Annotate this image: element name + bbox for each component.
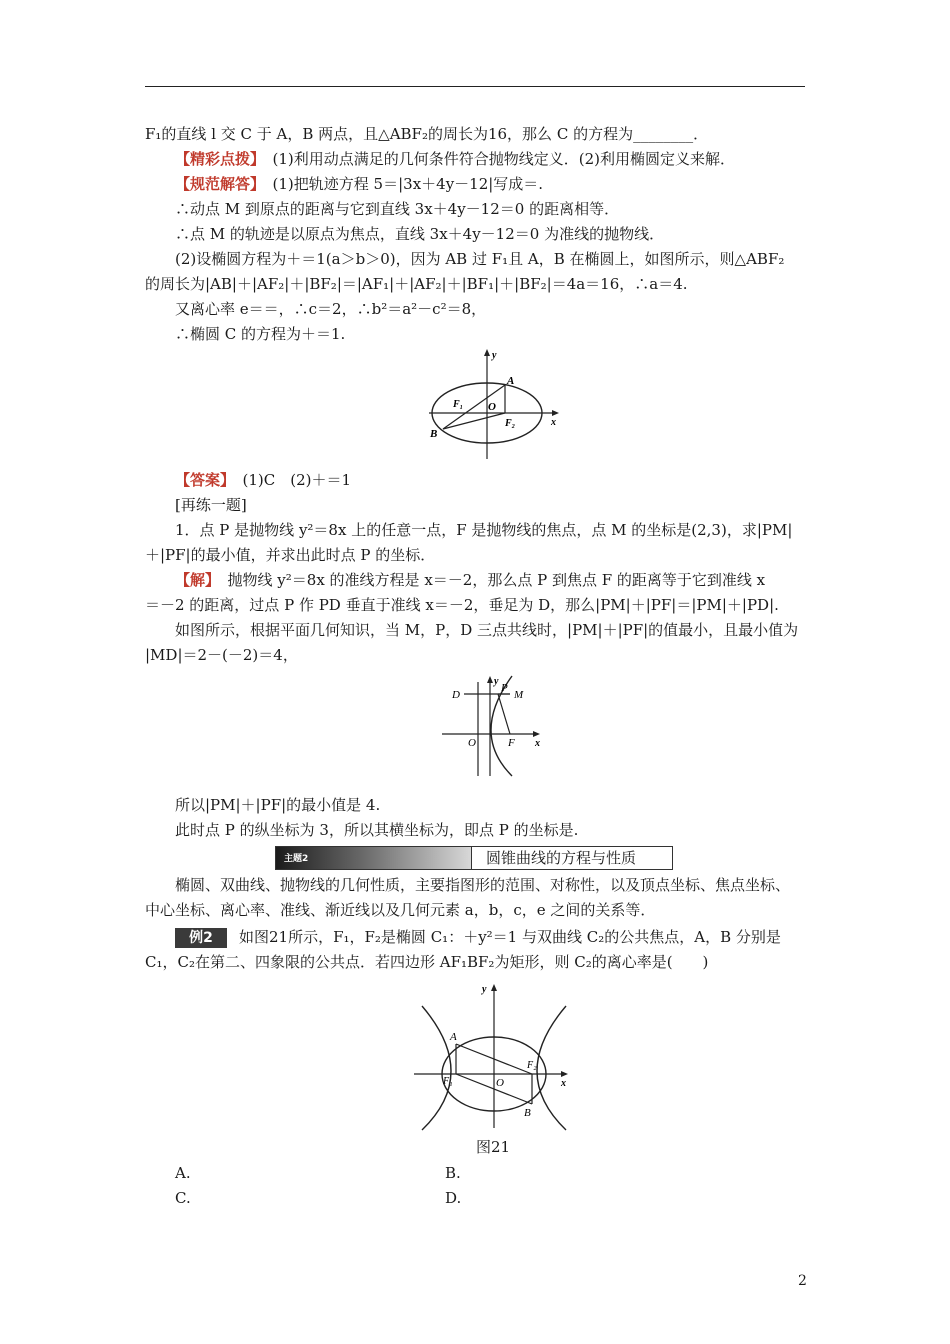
text-line: [145, 925, 810, 950]
text-line: 抛物线 y²＝8x 的准线方程是 x＝－2，那么点 P 到焦点 F 的距离等于它到准线 x: [227, 571, 766, 589]
text-line: (2)设椭圆方程为＋＝1(a＞b＞0)，因为 AB 过 F₁且 A，B 在椭圆上，如图所示，则△ABF₂: [175, 250, 785, 268]
text-line: 1．点 P 是抛物线 y²＝8x 上的任意一点，F 是抛物线的焦点，点 M 的坐标是(2,3)，求|PM|: [175, 521, 793, 539]
page-number: 2: [798, 1273, 807, 1289]
text-line: 所以|PM|＋|PF|的最小值是 4.: [175, 796, 381, 814]
example-badge: 例2: [175, 928, 227, 948]
text-line: 如图21所示，F₁，F₂是椭圆 C₁：＋y²＝1 与双曲线 C₂的公共焦点，A，B 分别是: [239, 928, 781, 946]
jie-tag: 【解】: [175, 571, 213, 589]
text-line: 中心坐标、离心率、准线、渐近线以及几何元素 a，b，c，e 之间的关系等．: [145, 901, 656, 919]
fig1-O-label: O: [488, 401, 496, 413]
text-line: ＝－2 的距离，过点 P 作 PD 垂直于准线 x＝－2，垂足为 D，那么|PM|＋|PF|＝|PM|＋|PD|.: [145, 596, 779, 614]
fig1-A-label: A: [507, 375, 515, 387]
fig3-F2-label: F₂: [527, 1060, 537, 1071]
text-line: |MD|＝2－(－2)＝4，: [145, 646, 298, 664]
text-line: ＋|PF|的最小值，并求出此时点 P 的坐标．: [145, 546, 436, 564]
text-line: [145, 147, 810, 172]
text-line: 此时点 P 的纵坐标为 3，所以其横坐标为，即点 P 的坐标是.: [175, 821, 579, 839]
fig3-x-label: x: [561, 1078, 566, 1089]
fig2-O-label: O: [468, 737, 476, 749]
text-line: [145, 568, 810, 593]
ellipse-figure: [425, 345, 565, 463]
fig1-F2-label: F₂: [505, 418, 516, 429]
solution-tag: 【规范解答】: [175, 175, 258, 193]
option-c: C.: [175, 1189, 191, 1207]
fig3-A-label: A: [450, 1031, 457, 1043]
text-line: (1)利用动点满足的几何条件符合抛物线定义．(2)利用椭圆定义来解．: [272, 150, 736, 168]
topic-label-box: [276, 847, 472, 869]
text-line: 如图所示，根据平面几何知识，当 M，P，D 三点共线时，|PM|＋|PF|的值最小，且最小值为: [175, 621, 799, 639]
text-line: (1)C (2)＋＝1: [242, 471, 352, 489]
fig1-F1-label: F₁: [453, 399, 464, 410]
header-rule: [145, 86, 805, 87]
text-line: ∴点 M 的轨迹是以原点为焦点，直线 3x＋4y－12＝0 为准线的抛物线．: [175, 225, 665, 243]
text-line: [再练一题]: [175, 496, 247, 514]
parabola-figure: [440, 672, 550, 780]
text-line: C₁，C₂在第二、四象限的公共点．若四边形 AF₁BF₂为矩形，则 C₂的离心率是( ): [145, 953, 709, 971]
text-line: [145, 468, 810, 493]
fig3-O-label: O: [496, 1077, 504, 1089]
topic-title: 圆锥曲线的方程与性质: [486, 849, 637, 867]
text-line: (1)把轨迹方程 5＝|3x＋4y－12|写成＝.: [272, 175, 544, 193]
topic-label: 主题2: [284, 854, 309, 864]
fig2-y-label: y: [494, 676, 499, 687]
ellipse-hyperbola-figure: [410, 980, 575, 1132]
option-b: B.: [445, 1164, 461, 1182]
figure-caption: 图21: [476, 1138, 511, 1156]
answer-tag: 【答案】: [175, 471, 228, 489]
fig2-F-label: F: [508, 737, 515, 749]
fig3-F1-label: F₁: [443, 1076, 453, 1087]
fig1-x-label: x: [551, 417, 556, 428]
fig3-B-label: B: [524, 1107, 531, 1119]
text-line: ∴椭圆 C 的方程为＋＝1.: [175, 325, 346, 343]
fig2-M-label: M: [514, 689, 524, 701]
text-line: 椭圆、双曲线、抛物线的几何性质，主要指图形的范围、对称性，以及顶点坐标、焦点坐标、: [175, 876, 791, 894]
text-line: F₁的直线 l 交 C 于 A，B 两点，且△ABF₂的周长为16，那么 C 的方程为________．: [145, 125, 709, 143]
fig2-P-label: P: [501, 682, 508, 694]
fig2-x-label: x: [535, 738, 540, 749]
text-line: ∴动点 M 到原点的距离与它到直线 3x＋4y－12＝0 的距离相等．: [175, 200, 620, 218]
topic-banner: [275, 846, 673, 870]
hint-tag: 【精彩点拨】: [175, 150, 258, 168]
text-line: 又离心率 e＝＝，∴c＝2，∴b²＝a²－c²＝8，: [175, 300, 487, 318]
fig3-y-label: y: [482, 984, 487, 995]
fig1-B-label: B: [430, 428, 438, 440]
option-a: A.: [175, 1164, 191, 1182]
text-line: [145, 172, 810, 197]
option-d: D.: [445, 1189, 462, 1207]
fig2-D-label: D: [452, 689, 460, 701]
text-line: 的周长为|AB|＋|AF₂|＋|BF₂|＝|AF₁|＋|AF₂|＋|BF₁|＋|BF₂|＝4a＝16，∴a＝4.: [145, 275, 688, 293]
fig1-y-label: y: [492, 350, 497, 361]
